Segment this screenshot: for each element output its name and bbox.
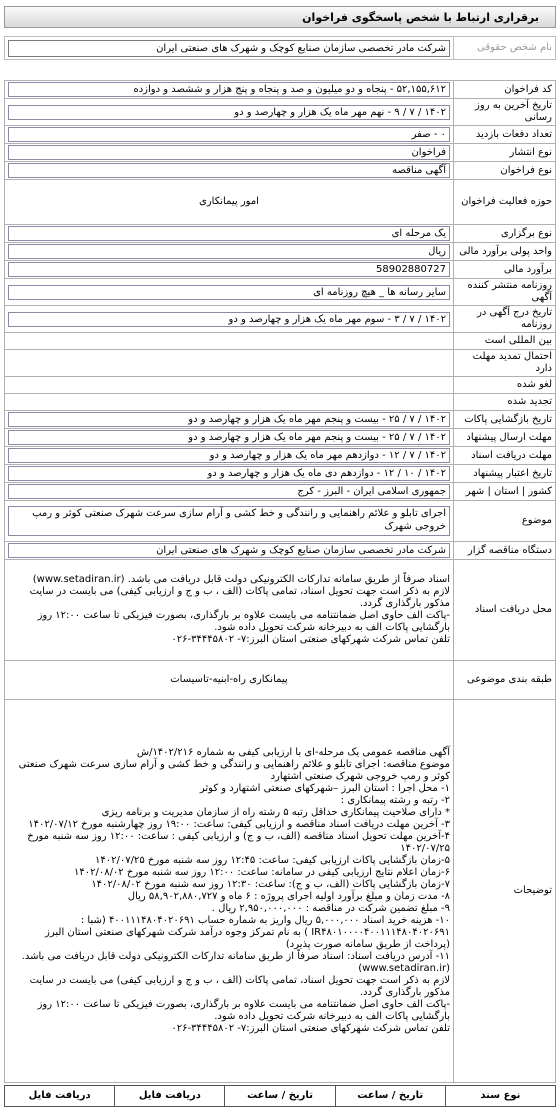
row2-9 (5, 411, 556, 429)
row-0-value-box: ۵۲,۱۵۵,۶۱۲ - پنجاه و دو میلیون و صد و پنجاه و پنج هزار و ششصد و دوازده (8, 82, 450, 97)
row2-6 (5, 350, 556, 377)
row-notes-line: -پاکت الف حاوی اصل ضمانتنامه می بایست علاوه بر بارگذاری، بصورت فیزیکی تا ساعت ۱۲:۰۰ روز بارگشایی پاکات الف به دبیرخانه شرکت تحویل داده شود. (37, 999, 450, 1022)
row-4-value (5, 162, 454, 180)
row-notes-line: ۱۰- هزینه خرید اسناد ۵,۰۰۰,۰۰۰ ریال واریز به شماره حساب ۴۰۰۱۱۱۴۸۰۴۰۲۰۶۹۱ (شبا : IR۴۸۰۱۰۰۰۰۴۰۰۱۱۱۴۸۰۴۰۲۰۶۹۱ ) به نام تمرکز وجوه درآمد شرکت شهرکهای صنعتی استان البرز (پرداخت از طریق سامانه صورت پذیرد) (45, 915, 450, 950)
files-header-doc-type: نوع سند (445, 1086, 555, 1107)
row-notes-line: ۳- آخرین مهلت دریافت اسناد مناقصه و ارزیابی کیفی: ساعت: ۱۹:۰۰ روز چهارشنبه مورخ ۱۴۰۲/۰۷/۱۲ (28, 819, 450, 830)
row2-10-label: مهلت ارسال پیشنهاد (454, 429, 556, 447)
contact-header (4, 6, 556, 28)
row2-8 (5, 394, 556, 411)
row-docs-place-label: محل دریافت اسناد (454, 560, 556, 661)
row-4 (5, 162, 556, 180)
row2-9-value-box: ۱۴۰۲ / ۷ / ۲۵ - بیست و پنجم مهر ماه یک هزار و چهارصد و دو (8, 412, 450, 427)
row-notes-line: ۲- رتبه و رشته پیمانکاری : (340, 795, 450, 806)
row-activity-label: حوزه فعالیت فراخوان (454, 180, 556, 225)
row2-4 (5, 306, 556, 333)
row2-2-label: برآورد مالی (454, 261, 556, 279)
row2-6-value (5, 350, 454, 377)
files-header-datetime-1: تاریخ / ساعت (335, 1086, 445, 1107)
row-category-label: طبقه بندی موضوعی (454, 661, 556, 700)
row2-12-value-box: ۱۴۰۲ / ۱۰ / ۱۲ - دوازدهم دی ماه یک هزار و چهارصد و دو (8, 466, 450, 481)
row-activity (5, 180, 556, 225)
row-docs-place-line: لازم به ذکر است جهت تحویل اسناد، تمامی پاکات (الف ، ب و ج و ارزیابی کیفی) می بایست در سایت مذکور بارگذاری گردد. (29, 586, 450, 609)
row-2-value-box: ۰ - صفر (8, 127, 450, 142)
row2-12-label: تاریخ اعتبار پیشنهاد (454, 465, 556, 483)
files-header-datetime-2: تاریخ / ساعت (225, 1086, 335, 1107)
row2-1-label: واحد پولی برآورد مالی (454, 243, 556, 261)
row-notes-line: لازم به ذکر است جهت تحویل اسناد، تمامی پاکات (الف ، ب و ج و ارزیابی کیفی) می بایست در سایت مذکور بارگذاری گردد. (29, 975, 450, 998)
row-location-label: کشور | استان | شهر (454, 483, 556, 501)
row-notes-line: ۶-زمان اعلام نتایج ارزیابی کیفی در سامانه: ساعت: ۱۲:۰۰ روز سه شنبه مورخ ۱۴۰۲/۰۸/۰۲ (73, 867, 450, 878)
row2-11 (5, 447, 556, 465)
row2-10-value (5, 429, 454, 447)
spacer (4, 60, 556, 80)
row-notes-line: ۱۱- آدرس دریافت اسناد: اسناد صرفاً از طریق سامانه تدارکات الکترونیکی دولت قابل دریافت می باشد. (www.setadiran.ir) (21, 951, 450, 974)
row2-12-value (5, 465, 454, 483)
row2-1-value-box: ریال (8, 244, 450, 259)
row-2 (5, 126, 556, 144)
row-0-value (5, 81, 454, 99)
row-organizer-label: دستگاه مناقصه گزار (454, 542, 556, 560)
contact-name-label: نام شخص حقوقی (454, 37, 556, 60)
row-1-value-box: ۱۴۰۲ / ۷ / ۹ - نهم مهر ماه یک هزار و چهارصد و دو (8, 105, 450, 120)
row-notes-line: ۴-آخرین مهلت تحویل اسناد مناقصه (الف، ب و ج) و ارزیابی کیفی : ساعت: ۱۲:۰۰ روز سه شنبه مورخ ۱۴۰۲/۰۷/۲۵ (27, 831, 450, 854)
row2-12 (5, 465, 556, 483)
row-category (5, 661, 556, 700)
row-1 (5, 99, 556, 126)
files-header-download-2: دریافت فایل (5, 1086, 115, 1107)
row2-1-value (5, 243, 454, 261)
row-notes-line: ۷-زمان بازگشایی پاکات (الف، ب و ج): ساعت: ۱۲:۳۰ روز سه شنبه مورخ ۱۴۰۲/۰۸/۰۲ (91, 879, 450, 890)
row-category-value: پیمانکاری راه-ابنیه-تاسیسات (5, 661, 454, 700)
row-2-value (5, 126, 454, 144)
row-location-value (5, 483, 454, 501)
row-3-label: نوع انتشار (454, 144, 556, 162)
row-subject-label: موضوع (454, 501, 556, 542)
details-table (4, 80, 556, 1083)
row-notes-line: موضوع مناقصه: اجرای تابلو و علائم راهنمایی و رانندگی و خط کشی و آرام سازی سرعت شهرک صنعتی کوثر و رمپ خروجی شهرک صنعتی اشتهارد (18, 759, 450, 782)
row2-11-value (5, 447, 454, 465)
row2-0-value (5, 225, 454, 243)
row2-0-value-box: یک مرحله ای (8, 226, 450, 241)
row-notes-label: توضیحات (454, 700, 556, 1083)
files-header-download-1: دریافت فایل (115, 1086, 225, 1107)
row-3 (5, 144, 556, 162)
row2-7-value (5, 377, 454, 394)
row-notes-value (5, 700, 454, 1083)
row-4-label: نوع فراخوان (454, 162, 556, 180)
row2-4-value (5, 306, 454, 333)
row-notes-line: ۹- مبلغ تضمین شرکت در مناقصه : ۲,۹۵۰,۰۰۰,۰۰۰ ریال . (211, 903, 450, 914)
row2-3 (5, 279, 556, 306)
row2-2-value (5, 261, 454, 279)
row-notes (5, 700, 556, 1083)
row2-1 (5, 243, 556, 261)
contact-name-value[interactable]: شرکت مادر تخصصی سازمان صنایع کوچک و شهرک های صنعتی ایران (8, 40, 450, 57)
row-activity-value: امور پیمانکاری (5, 180, 454, 225)
row2-5 (5, 333, 556, 350)
row-location (5, 483, 556, 501)
row-notes-line: ۱- محل اجرا : استان البرز –شهرکهای صنعتی اشتهارد و کوثر (199, 783, 450, 794)
row2-4-label: تاریخ درج آگهی در روزنامه (454, 306, 556, 333)
files-table (4, 1085, 556, 1107)
row2-5-label: بین المللی است (454, 333, 556, 350)
row2-0-label: نوع برگزاری (454, 225, 556, 243)
row-subject-value (5, 501, 454, 542)
contact-table (4, 36, 556, 60)
row-notes-line: آگهی مناقصه عمومی یک مرحله-ای با ارزیابی کیفی به شماره ۱۴۰۲/۲۱۶/ش (136, 747, 450, 758)
row2-9-value (5, 411, 454, 429)
row2-10-value-box: ۱۴۰۲ / ۷ / ۲۵ - بیست و پنجم مهر ماه یک هزار و چهارصد و دو (8, 430, 450, 445)
row-docs-place (5, 560, 556, 661)
row-organizer-value (5, 542, 454, 560)
row2-2 (5, 261, 556, 279)
row2-9-label: تاریخ بازگشایی پاکات (454, 411, 556, 429)
row-notes-line: ۸- مدت زمان و مبلغ برآورد اولیه اجرای پروژه : ۶ ماه و ۵۸,۹۰۲,۸۸۰,۷۲۷ ریال (127, 891, 450, 902)
row2-11-value-box: ۱۴۰۲ / ۷ / ۱۲ - دوازدهم مهر ماه یک هزار و چهارصد و دو (8, 448, 450, 463)
row2-7-label: لغو شده (454, 377, 556, 394)
row2-3-value-box: سایر رسانه ها _ هیچ روزنامه ای (8, 285, 450, 300)
row-organizer (5, 542, 556, 560)
row-docs-place-value (5, 560, 454, 661)
row-subject-value-box: اجرای تابلو و علائم راهنمایی و رانندگی و خط کشی و آرام سازی سرعت شهرک صنعتی کوثر و رمپ خروجی شهرک (8, 506, 450, 536)
row2-3-value (5, 279, 454, 306)
row-0 (5, 81, 556, 99)
row-4-value-box: آگهی مناقصه (8, 163, 450, 178)
row-location-value-box: جمهوری اسلامی ایران - البرز - کرج (8, 484, 450, 499)
row2-2-value-box: 58902880727 (8, 262, 450, 277)
row-2-label: تعداد دفعات بازدید (454, 126, 556, 144)
row2-3-label: روزنامه منتشر کننده آگهی (454, 279, 556, 306)
row-organizer-value-box: شرکت مادر تخصصی سازمان صنایع کوچک و شهرک های صنعتی ایران (8, 543, 450, 558)
row-subject (5, 501, 556, 542)
row-3-value (5, 144, 454, 162)
row-docs-place-line: اسناد صرفاً از طریق سامانه تدارکات الکترونیکی دولت قابل دریافت می باشد. (www.setadiran.ir) (32, 574, 450, 585)
page (4, 6, 556, 1107)
row-notes-line: ۵-زمان بازگشایی پاکات ارزیابی کیفی: ساعت: ۱۲:۴۵ روز سه شنبه مورخ ۱۴۰۲/۰۷/۲۵ (95, 855, 450, 866)
row2-10 (5, 429, 556, 447)
row2-7 (5, 377, 556, 394)
row-docs-place-line: تلفن تماس شرکت شهرکهای صنعتی استان البرز:۷- ۳۴۴۴۵۸۰۲-۰۲۶ (171, 634, 450, 645)
contact-header-title: برقراری ارتباط با شخص پاسخگوی فراخوان (302, 10, 539, 24)
row-notes-line: تلفن تماس شرکت شهرکهای صنعتی استان البرز:۷- ۳۴۴۴۵۸۰۲-۰۲۶ (171, 1023, 450, 1034)
row2-11-label: مهلت دریافت اسناد (454, 447, 556, 465)
row-notes-line: * دارای صلاحیت پیمانکاری حداقل رتبه ۵ رشته راه از سازمان مدیریت و برنامه ریزی (101, 807, 450, 818)
contact-name-field[interactable] (5, 37, 454, 60)
row-3-value-box: فراخوان (8, 145, 450, 160)
row2-0 (5, 225, 556, 243)
row-0-label: کد فراخوان (454, 81, 556, 99)
row2-5-value (5, 333, 454, 350)
row-docs-place-line: -پاکت الف حاوی اصل ضمانتنامه می بایست علاوه بر بارگذاری، بصورت فیزیکی تا ساعت ۱۲:۰۰ روز بارگشایی پاکات الف به دبیرخانه شرکت تحویل داده شود. (37, 610, 450, 633)
row2-8-value (5, 394, 454, 411)
row-1-value (5, 99, 454, 126)
row2-8-label: تجدید شده (454, 394, 556, 411)
row2-4-value-box: ۱۴۰۲ / ۷ / ۳ - سوم مهر ماه یک هزار و چهارصد و دو (8, 312, 450, 327)
row-1-label: تاریخ آخرین به روز رسانی (454, 99, 556, 126)
row2-6-label: احتمال تمدید مهلت دارد (454, 350, 556, 377)
